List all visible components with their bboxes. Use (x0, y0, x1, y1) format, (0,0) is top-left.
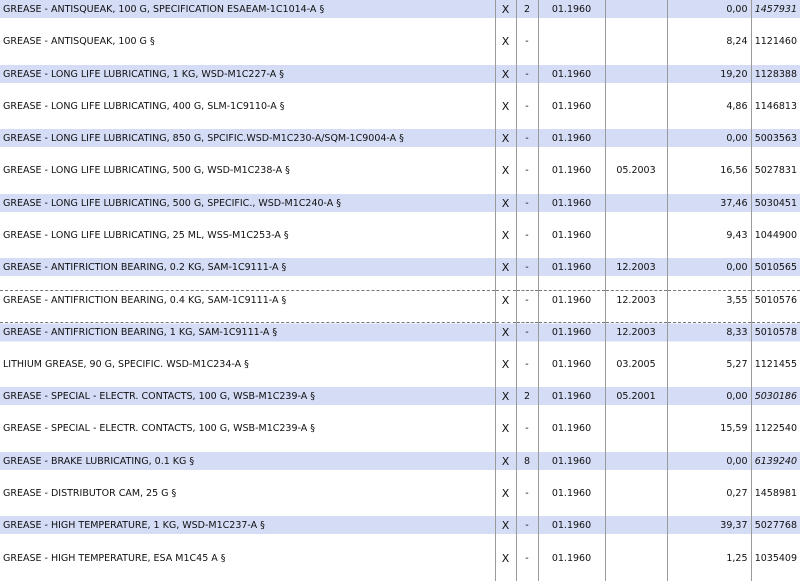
date-from: 01.1960 (551, 197, 592, 209)
quantity-cell (516, 97, 538, 129)
part-number-cell (751, 484, 800, 516)
part-number-cell (751, 32, 800, 64)
table-row[interactable] (0, 65, 800, 97)
price: 19,20 (720, 68, 748, 80)
date-from-cell (538, 0, 605, 32)
quantity: - (525, 358, 529, 370)
item-description-cell (0, 355, 495, 387)
part-number-cell (751, 194, 800, 226)
date-from-cell (538, 355, 605, 387)
quantity-cell (516, 323, 538, 355)
price-cell (667, 419, 751, 451)
applicability-mark-cell (495, 323, 516, 355)
date-from: 01.1960 (551, 487, 592, 499)
date-from-cell (538, 226, 605, 258)
part-number: 5027768 (754, 520, 797, 532)
date-to-cell (605, 516, 667, 548)
quantity-cell (516, 226, 538, 258)
date-from: 01.1960 (551, 423, 592, 435)
item-description: GREASE - LONG LIFE LUBRICATING, 500 G, SPECIFIC., WSD-M1C240-A § (3, 197, 342, 209)
price: 39,37 (720, 520, 748, 532)
date-from: 01.1960 (551, 455, 592, 467)
applicability-mark-cell (495, 226, 516, 258)
quantity: - (525, 68, 529, 80)
date-to-cell (605, 323, 667, 355)
price: 0,00 (726, 4, 748, 15)
price: 37,46 (720, 197, 748, 209)
table-row[interactable] (0, 226, 800, 258)
date-to-cell (605, 32, 667, 64)
date-from: 01.1960 (551, 391, 592, 403)
applicability-mark-cell (495, 97, 516, 129)
quantity: - (525, 229, 529, 241)
date-from: 01.1960 (551, 133, 592, 145)
quantity: - (525, 165, 529, 177)
price: 3,55 (726, 294, 748, 306)
date-to (609, 484, 664, 488)
table-row[interactable] (0, 32, 800, 64)
date-to-cell (605, 258, 667, 290)
quantity: - (525, 327, 529, 339)
item-description-cell (0, 323, 495, 355)
date-to (609, 0, 664, 4)
part-number-cell (751, 129, 800, 161)
date-to-cell (605, 226, 667, 258)
item-description-cell (0, 0, 495, 32)
date-from-cell (538, 65, 605, 97)
quantity-cell (516, 484, 538, 516)
quantity-cell (516, 0, 538, 32)
applicability-mark-cell (495, 387, 516, 419)
quantity-cell (516, 290, 538, 322)
part-number-cell (751, 323, 800, 355)
item-description: GREASE - DISTRIBUTOR CAM, 25 G § (3, 487, 177, 499)
date-from-cell (538, 484, 605, 516)
item-description-cell (0, 65, 495, 97)
part-number-cell (751, 290, 800, 322)
quantity: - (525, 423, 529, 435)
date-to: 12.2003 (616, 294, 656, 306)
item-description: GREASE - ANTIFRICTION BEARING, 1 KG, SAM-1C9111-A § (3, 327, 278, 339)
date-to: 12.2003 (616, 262, 656, 274)
applicability-mark-cell (495, 161, 516, 193)
price-cell (667, 452, 751, 484)
date-to-cell (605, 290, 667, 322)
price: 0,00 (726, 391, 748, 403)
table-row[interactable] (0, 452, 800, 484)
date-from-cell (538, 323, 605, 355)
part-number: 5030451 (754, 197, 797, 209)
table-row[interactable] (0, 516, 800, 548)
price-cell (667, 290, 751, 322)
date-from: 01.1960 (551, 520, 592, 532)
price: 16,56 (720, 165, 748, 177)
price-cell (667, 516, 751, 548)
date-from-cell (538, 129, 605, 161)
part-number: 1121460 (754, 36, 797, 48)
part-number: 5030186 (754, 391, 797, 403)
date-to (609, 129, 664, 133)
item-description-cell (0, 452, 495, 484)
applicability-mark: X (501, 164, 510, 178)
item-description: GREASE - LONG LIFE LUBRICATING, 500 G, WSD-M1C238-A § (3, 165, 290, 177)
table-row[interactable] (0, 0, 800, 32)
price-cell (667, 226, 751, 258)
part-number-cell (751, 452, 800, 484)
quantity: - (525, 36, 529, 48)
date-from-cell (538, 290, 605, 322)
table-row[interactable] (0, 323, 800, 355)
part-number-cell (751, 419, 800, 451)
part-number: 1146813 (754, 100, 797, 112)
price: 8,33 (726, 327, 748, 339)
quantity: - (525, 552, 529, 564)
price: 0,00 (726, 455, 748, 467)
price-cell (667, 484, 751, 516)
date-to (609, 65, 664, 69)
date-from: 01.1960 (551, 165, 592, 177)
price-cell (667, 161, 751, 193)
quantity-cell (516, 419, 538, 451)
date-to-cell (605, 419, 667, 451)
applicability-mark: X (501, 132, 510, 146)
applicability-mark: X (501, 228, 510, 242)
price: 9,43 (726, 229, 748, 241)
applicability-mark-cell (495, 452, 516, 484)
table-row[interactable] (0, 194, 800, 226)
table-row[interactable] (0, 484, 800, 516)
date-from: 01.1960 (551, 552, 592, 564)
applicability-mark-cell (495, 290, 516, 322)
applicability-mark: X (501, 35, 510, 49)
item-description: GREASE - HIGH TEMPERATURE, ESA M1C45 A § (3, 552, 226, 564)
quantity-cell (516, 258, 538, 290)
part-number-cell (751, 226, 800, 258)
price-cell (667, 0, 751, 32)
applicability-mark: X (501, 67, 510, 81)
date-from: 01.1960 (551, 4, 592, 15)
quantity-cell (516, 387, 538, 419)
price-cell (667, 129, 751, 161)
date-to (609, 516, 664, 520)
table-row[interactable] (0, 387, 800, 419)
quantity: 2 (523, 391, 531, 403)
item-description: GREASE - BRAKE LUBRICATING, 0.1 KG § (3, 455, 195, 467)
item-description: GREASE - ANTISQUEAK, 100 G § (3, 36, 155, 48)
date-to-cell (605, 484, 667, 516)
item-description-cell (0, 290, 495, 322)
date-from: 01.1960 (551, 294, 592, 306)
applicability-mark: X (501, 422, 510, 436)
part-number-cell (751, 65, 800, 97)
part-number: 1035409 (754, 552, 797, 564)
quantity: - (525, 133, 529, 145)
date-from-cell (538, 194, 605, 226)
date-from: 01.1960 (551, 100, 592, 112)
part-number-cell (751, 0, 800, 32)
item-description-cell (0, 32, 495, 64)
date-from-cell (538, 452, 605, 484)
price-cell (667, 387, 751, 419)
price-cell (667, 194, 751, 226)
item-description: GREASE - HIGH TEMPERATURE, 1 KG, WSD-M1C237-A § (3, 520, 265, 532)
date-from-cell (538, 258, 605, 290)
item-description-cell (0, 97, 495, 129)
date-to: 05.2001 (616, 391, 656, 403)
applicability-mark: X (501, 293, 510, 307)
applicability-mark-cell (495, 0, 516, 32)
item-description-cell (0, 419, 495, 451)
item-description-cell (0, 194, 495, 226)
date-to-cell (605, 452, 667, 484)
item-description: GREASE - LONG LIFE LUBRICATING, 1 KG, WSD-M1C227-A § (3, 68, 285, 80)
item-description: GREASE - ANTIFRICTION BEARING, 0.2 KG, SAM-1C9111-A § (3, 262, 287, 274)
item-description: GREASE - LONG LIFE LUBRICATING, 400 G, SLM-1C9110-A § (3, 100, 285, 112)
date-to (609, 32, 664, 36)
date-from: 01.1960 (551, 327, 592, 339)
applicability-mark-cell (495, 32, 516, 64)
part-number-cell (751, 355, 800, 387)
part-number: 5010578 (754, 327, 797, 339)
table-row[interactable] (0, 355, 800, 387)
part-number: 1044900 (754, 229, 797, 241)
quantity: 8 (523, 455, 531, 467)
applicability-mark: X (501, 519, 510, 533)
date-to: 05.2003 (616, 165, 656, 177)
date-to: 03.2005 (616, 358, 656, 370)
date-to (609, 452, 664, 456)
date-to-cell (605, 387, 667, 419)
date-to-cell (605, 97, 667, 129)
table-row[interactable] (0, 290, 800, 322)
part-number: 5027831 (754, 165, 797, 177)
date-from-cell (538, 97, 605, 129)
date-to-cell (605, 65, 667, 97)
quantity: - (525, 487, 529, 499)
table-row[interactable] (0, 258, 800, 290)
applicability-mark-cell (495, 129, 516, 161)
item-description: LITHIUM GREASE, 90 G, SPECIFIC. WSD-M1C234-A § (3, 358, 249, 370)
date-from-cell (538, 32, 605, 64)
applicability-mark: X (501, 551, 510, 565)
applicability-mark-cell (495, 484, 516, 516)
applicability-mark: X (501, 326, 510, 340)
part-number-cell (751, 258, 800, 290)
applicability-mark-cell (495, 258, 516, 290)
applicability-mark: X (501, 486, 510, 500)
price-cell (667, 97, 751, 129)
date-from-cell (538, 161, 605, 193)
price: 4,86 (726, 100, 748, 112)
table-row[interactable] (0, 161, 800, 193)
applicability-mark: X (501, 454, 510, 468)
quantity: - (525, 197, 529, 209)
part-number: 1128388 (754, 68, 797, 80)
date-to (609, 97, 664, 101)
part-number-cell (751, 97, 800, 129)
item-description: GREASE - ANTISQUEAK, 100 G, SPECIFICATION ESAEAM-1C1014-A § (3, 4, 325, 15)
quantity-cell (516, 65, 538, 97)
price: 0,00 (726, 262, 748, 274)
date-from: 01.1960 (551, 229, 592, 241)
price: 5,27 (726, 358, 748, 370)
date-to (609, 549, 664, 553)
date-to-cell (605, 194, 667, 226)
quantity-cell (516, 355, 538, 387)
applicability-mark: X (501, 99, 510, 113)
applicability-mark: X (501, 390, 510, 404)
part-number: 1457931 (754, 4, 797, 15)
part-number: 1122540 (754, 423, 797, 435)
date-to-cell (605, 129, 667, 161)
table-row[interactable] (0, 419, 800, 451)
price: 0,00 (726, 133, 748, 145)
price-cell (667, 65, 751, 97)
applicability-mark-cell (495, 194, 516, 226)
item-description: GREASE - SPECIAL - ELECTR. CONTACTS, 100 G, WSB-M1C239-A § (3, 391, 315, 403)
item-description-cell (0, 258, 495, 290)
applicability-mark-cell (495, 516, 516, 548)
quantity-cell (516, 194, 538, 226)
date-from: 01.1960 (551, 358, 592, 370)
item-description: GREASE - LONG LIFE LUBRICATING, 25 ML, WSS-M1C253-A § (3, 229, 289, 241)
date-to-cell (605, 161, 667, 193)
price-cell (667, 32, 751, 64)
date-from-cell (538, 419, 605, 451)
date-to (609, 419, 664, 423)
part-number: 5010576 (754, 294, 797, 306)
part-number-cell (751, 516, 800, 548)
part-number: 5010565 (754, 262, 797, 274)
date-from-cell (538, 387, 605, 419)
item-description-cell (0, 226, 495, 258)
part-number: 6139240 (754, 455, 797, 467)
price: 0,27 (726, 487, 748, 499)
date-from-cell (538, 516, 605, 548)
table-row[interactable] (0, 97, 800, 129)
quantity: - (525, 520, 529, 532)
price: 1,25 (726, 552, 748, 564)
price-cell (667, 323, 751, 355)
item-description-cell (0, 516, 495, 548)
quantity-cell (516, 161, 538, 193)
price: 15,59 (720, 423, 748, 435)
date-from: 01.1960 (551, 262, 592, 274)
applicability-mark: X (501, 357, 510, 371)
price-cell (667, 355, 751, 387)
date-from: 01.1960 (551, 68, 592, 80)
applicability-mark-cell (495, 419, 516, 451)
date-to-cell (605, 0, 667, 32)
quantity-cell (516, 516, 538, 548)
date-to: 12.2003 (616, 327, 656, 339)
item-description-cell (0, 484, 495, 516)
quantity-cell (516, 32, 538, 64)
quantity: - (525, 294, 529, 306)
date-to (609, 226, 664, 230)
date-to (609, 194, 664, 198)
part-number-cell (751, 387, 800, 419)
item-description-cell (0, 129, 495, 161)
part-number: 1121455 (754, 358, 797, 370)
date-to-cell (605, 355, 667, 387)
applicability-mark: X (501, 261, 510, 275)
applicability-mark-cell (495, 355, 516, 387)
applicability-mark-cell (495, 65, 516, 97)
applicability-mark: X (501, 3, 510, 16)
item-description: GREASE - LONG LIFE LUBRICATING, 850 G, SPCIFIC.WSD-M1C230-A/SQM-1C9004-A § (3, 133, 404, 145)
price-cell (667, 258, 751, 290)
table-row[interactable] (0, 129, 800, 161)
part-number: 1458981 (754, 487, 797, 499)
quantity-cell (516, 452, 538, 484)
quantity-cell (516, 129, 538, 161)
item-description-cell (0, 161, 495, 193)
date-from (542, 32, 602, 36)
quantity: - (525, 262, 529, 274)
item-description: GREASE - SPECIAL - ELECTR. CONTACTS, 100 G, WSB-M1C239-A § (3, 423, 315, 435)
quantity: - (525, 100, 529, 112)
quantity: 2 (523, 4, 531, 15)
applicability-mark: X (501, 196, 510, 210)
item-description-cell (0, 387, 495, 419)
part-number-cell (751, 161, 800, 193)
part-number: 5003563 (754, 133, 797, 145)
item-description: GREASE - ANTIFRICTION BEARING, 0.4 KG, SAM-1C9111-A § (3, 294, 287, 306)
price: 8,24 (726, 36, 748, 48)
